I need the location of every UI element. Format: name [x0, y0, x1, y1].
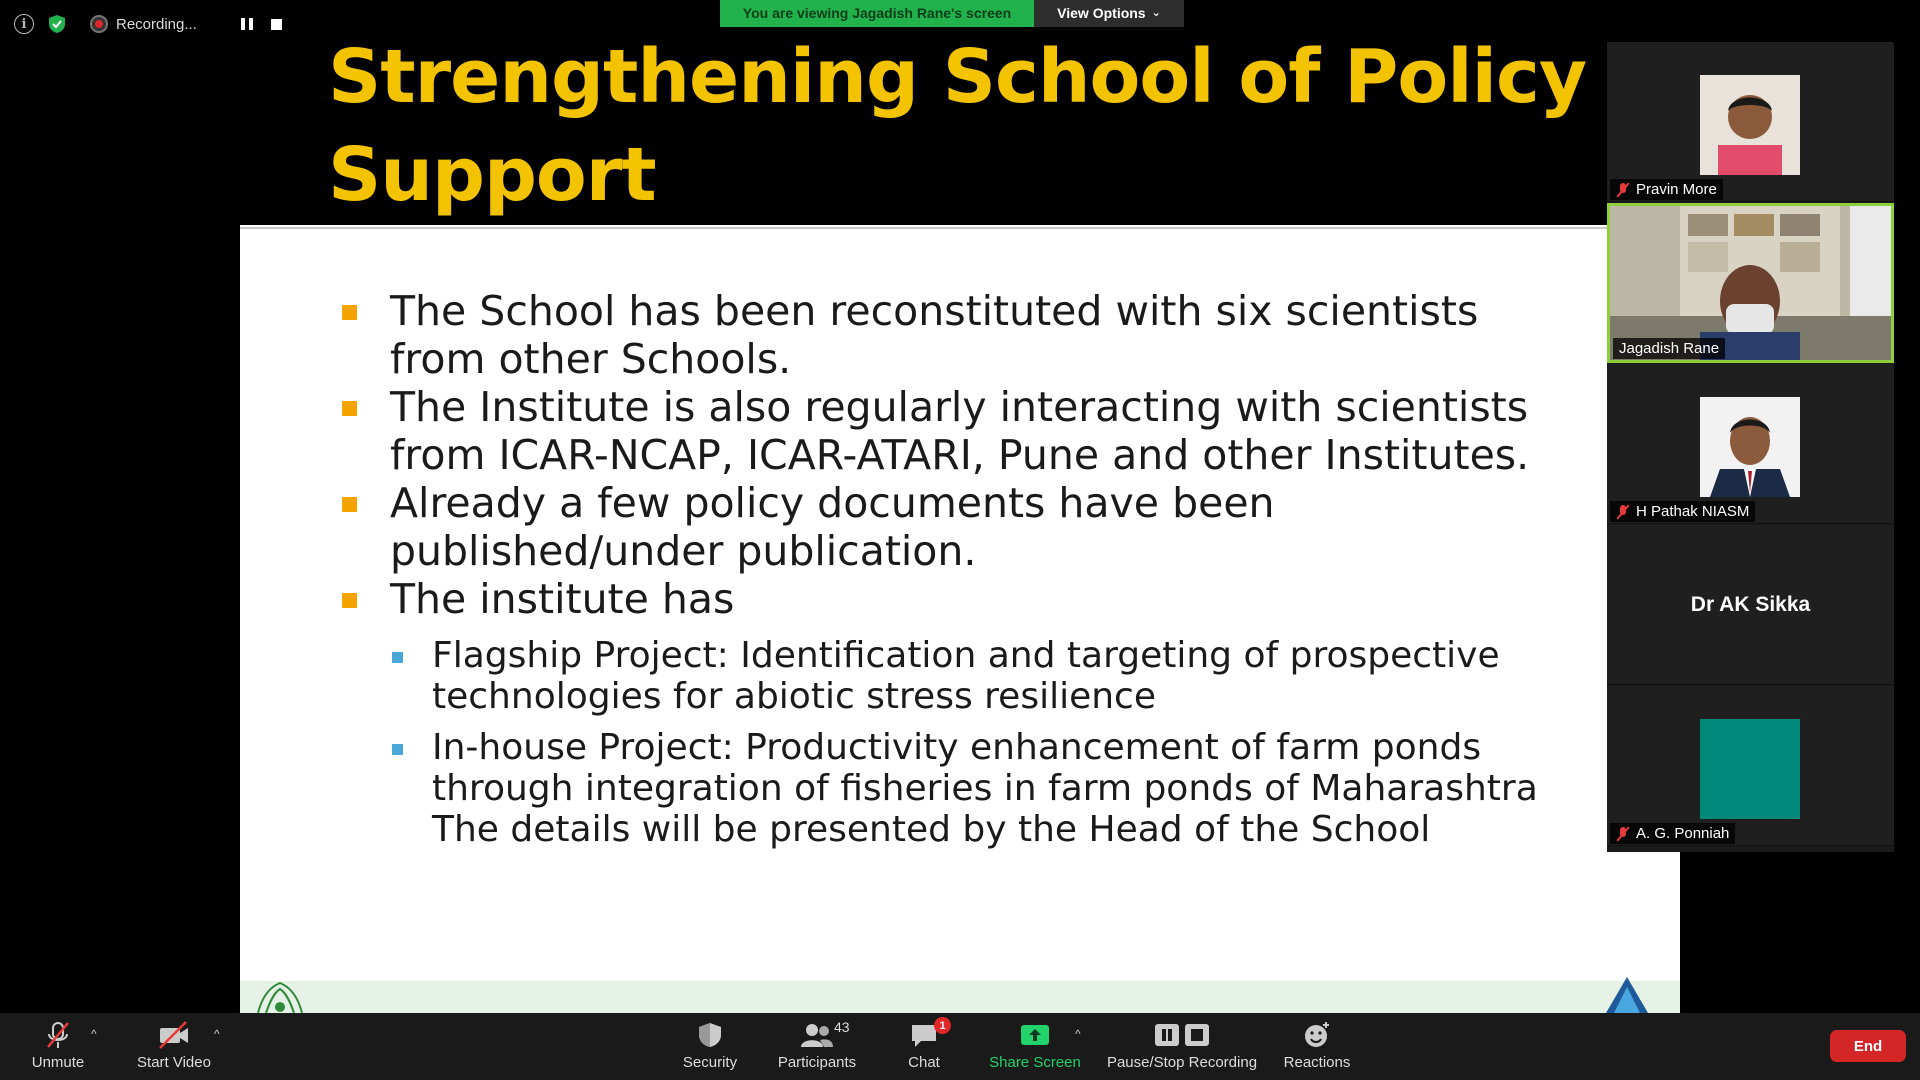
participant-name-tag: [1610, 179, 1723, 200]
viewing-screen-text: You are viewing Jagadish Rane's screen: [720, 0, 1034, 27]
participants-icon: [800, 1017, 850, 1053]
meeting-toolbar: [0, 1013, 1920, 1080]
chat-unread-badge: 1: [934, 1017, 951, 1034]
participant-tile-active-speaker[interactable]: [1607, 203, 1894, 363]
participant-gallery: [1607, 42, 1894, 852]
slide-divider: [240, 225, 1680, 229]
share-screen-label: Share Screen: [989, 1054, 1081, 1071]
video-options-caret-icon[interactable]: ^: [214, 1027, 220, 1041]
bullet-marker: [342, 593, 357, 608]
participant-tile[interactable]: [1607, 686, 1894, 846]
participants-count: 43: [834, 1019, 850, 1035]
share-options-caret-icon[interactable]: ^: [1075, 1027, 1081, 1041]
chat-button[interactable]: [864, 1017, 984, 1071]
bullet-text: The Institute is also regularly interacting with scientists from ICAR-NCAP, ICAR-ATARI, Pune and other Institutes.: [390, 383, 1530, 479]
sub-bullet-item: [392, 635, 1580, 717]
slide-title-area: [240, 28, 1610, 224]
view-options-label: View Options: [1057, 5, 1146, 21]
chevron-down-icon: ⌄: [1151, 7, 1161, 19]
encryption-shield-icon[interactable]: [48, 14, 66, 34]
participant-name-tag: [1610, 501, 1755, 522]
participant-name: Pravin More: [1636, 181, 1717, 198]
slide-content: [240, 225, 1680, 1013]
icar-logo-icon: [1604, 975, 1650, 1013]
security-label: Security: [682, 1054, 738, 1071]
participants-button[interactable]: [757, 1017, 877, 1071]
participant-name-tag: [1610, 823, 1735, 844]
audio-options-caret-icon[interactable]: ^: [91, 1027, 97, 1041]
participant-avatar-placeholder: [1700, 719, 1800, 819]
slide-footer: [240, 981, 1680, 1013]
bullet-item: [340, 383, 1580, 479]
sub-bullet-item: [392, 727, 1580, 850]
mic-off-icon: [1616, 182, 1630, 198]
security-button[interactable]: [650, 1017, 770, 1071]
bullet-text: Already a few policy documents have been published/under publication.: [390, 479, 1275, 575]
participant-name: H Pathak NIASM: [1636, 503, 1750, 520]
mic-off-icon: [1616, 504, 1630, 520]
pause-stop-recording-label: Pause/Stop Recording: [1106, 1054, 1258, 1071]
bullet-marker: [342, 305, 357, 320]
bullet-item: [340, 479, 1580, 575]
pause-stop-icons: [1154, 1017, 1210, 1053]
slide-title-line1: Strengthening School of Policy: [328, 34, 1587, 120]
share-screen-icon: [1020, 1017, 1050, 1053]
bullet-text: The School has been reconstituted with six scientists from other Schools.: [390, 287, 1479, 383]
bullet-text: The institute has: [390, 575, 735, 623]
bullet-list: [340, 287, 1580, 850]
recording-dot-icon: [90, 15, 108, 33]
sub-bullet-text: In-house Project: Productivity enhancement of farm ponds through integration of fisheries in farm ponds of Maharashtra The details will be presented by the Head of the School: [432, 727, 1538, 850]
participant-name-tag: [1613, 338, 1725, 359]
slide-title-line2: Support: [328, 132, 656, 218]
bullet-marker: [342, 497, 357, 512]
participant-name: A. G. Ponniah: [1636, 825, 1730, 842]
participants-label: Participants: [777, 1054, 857, 1071]
end-meeting-button[interactable]: End: [1830, 1030, 1906, 1062]
reactions-label: Reactions: [1283, 1054, 1351, 1071]
chat-label: Chat: [908, 1054, 940, 1071]
info-icon[interactable]: i: [14, 14, 34, 34]
share-screen-button[interactable]: [975, 1017, 1095, 1071]
unmute-label: Unmute: [31, 1054, 85, 1071]
participant-tile[interactable]: [1607, 364, 1894, 524]
participant-photo: [1700, 397, 1800, 497]
bullet-item: [340, 575, 1580, 623]
video-off-icon: [157, 1017, 191, 1053]
screen-share-banner: [720, 0, 1184, 27]
start-video-button[interactable]: [114, 1017, 234, 1071]
participant-tile[interactable]: [1607, 42, 1894, 202]
bullet-item: [340, 287, 1580, 383]
recording-text: Recording...: [116, 15, 197, 33]
recording-indicator: [90, 15, 197, 33]
view-options-button[interactable]: [1034, 0, 1184, 27]
institute-logo-icon: [252, 979, 308, 1013]
sub-bullet-marker: [392, 744, 403, 755]
security-shield-icon: [697, 1017, 723, 1053]
pause-stop-recording-button[interactable]: [1102, 1017, 1262, 1071]
participant-video: [1610, 206, 1891, 360]
mic-off-icon: [1616, 826, 1630, 842]
participant-photo: [1700, 75, 1800, 175]
mic-muted-icon: [43, 1017, 73, 1053]
participant-name-display: Dr AK Sikka: [1690, 592, 1811, 616]
sub-bullet-marker: [392, 652, 403, 663]
participant-tile[interactable]: [1607, 525, 1894, 685]
start-video-label: Start Video: [137, 1054, 211, 1071]
chat-icon: [909, 1017, 946, 1053]
bullet-marker: [342, 401, 357, 416]
reactions-button[interactable]: [1257, 1017, 1377, 1071]
reactions-smiley-icon: [1302, 1017, 1332, 1053]
sub-bullet-text: Flagship Project: Identification and targeting of prospective technologies for abiotic stress resilience: [432, 635, 1500, 717]
participant-name: Jagadish Rane: [1619, 340, 1720, 357]
unmute-button[interactable]: [0, 1017, 118, 1071]
